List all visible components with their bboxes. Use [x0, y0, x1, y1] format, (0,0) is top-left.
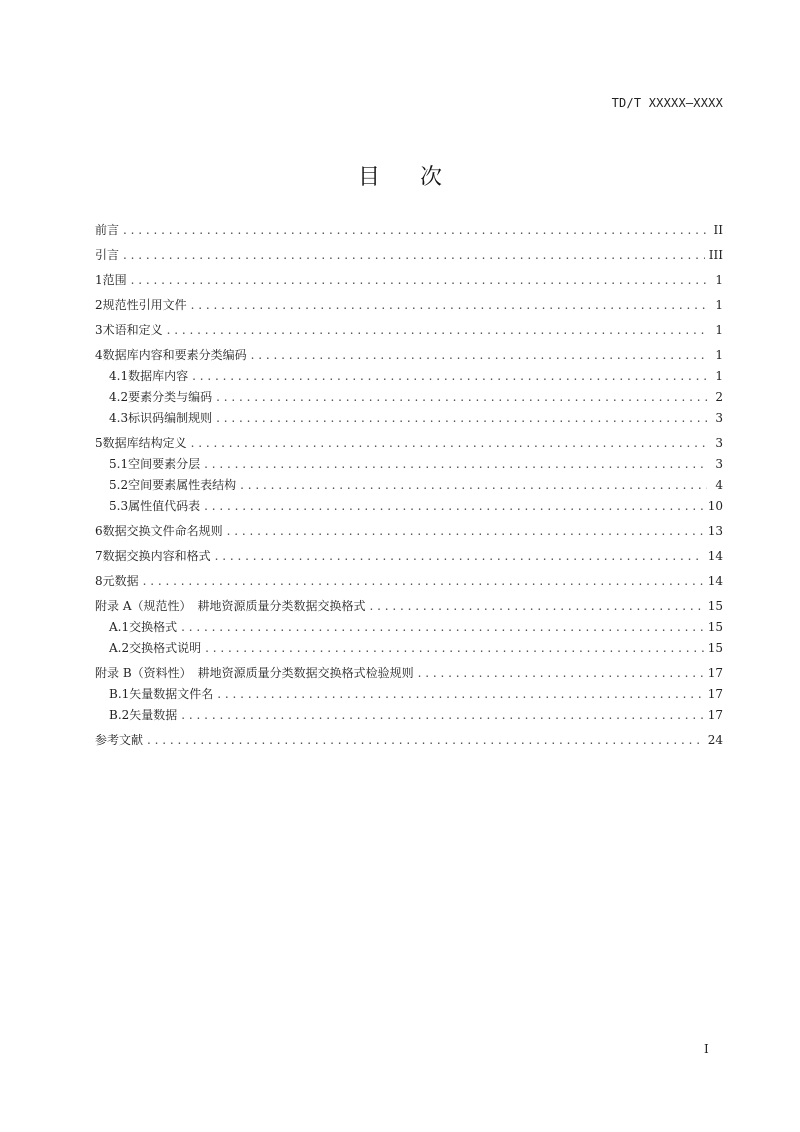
toc-entry-page: 15	[707, 641, 723, 655]
toc-entry-label: 范围	[102, 273, 127, 287]
toc-entry-label: 空间要素分层	[128, 457, 201, 471]
toc-entry[interactable]	[95, 705, 723, 726]
dot-leader	[167, 320, 707, 341]
dot-leader	[369, 596, 703, 617]
dot-leader	[123, 245, 705, 266]
toc-entry-page: 1	[715, 323, 723, 337]
toc-entry-label: 交换格式说明	[129, 641, 202, 655]
toc-entry-label: 参考文献	[95, 733, 144, 747]
toc-entry-page: 1	[715, 273, 723, 287]
toc-entry-number: A.2	[109, 641, 130, 655]
toc-entry[interactable]	[95, 496, 723, 517]
toc-entry[interactable]	[95, 387, 723, 408]
toc-entry[interactable]	[95, 220, 723, 241]
toc-entry-label: 交换格式	[129, 620, 178, 634]
toc-entry-label: 附录 B（资料性） 耕地资源质量分类数据交换格式检验规则	[95, 666, 414, 680]
toc-entry-label: 矢量数据文件名	[129, 687, 214, 701]
toc-entry-page: 4	[715, 478, 723, 492]
toc-entry[interactable]	[95, 366, 723, 387]
toc-entry[interactable]	[95, 433, 723, 454]
toc-entry-number: 5.2	[109, 478, 129, 492]
dot-leader	[204, 496, 704, 517]
dot-leader	[217, 684, 703, 705]
toc-entry-number: 5.3	[109, 499, 129, 513]
toc-entry[interactable]	[95, 571, 723, 592]
toc-entry-page: III	[708, 248, 723, 262]
dot-leader	[192, 366, 707, 387]
toc-entry[interactable]	[95, 684, 723, 705]
toc-entry-number: B.2	[109, 708, 130, 722]
toc-entry-label: 元数据	[102, 574, 139, 588]
toc-entry-label: 标识码编制规则	[128, 411, 213, 425]
toc-entry-label: 数据库内容	[128, 369, 189, 383]
toc-entry-label: 空间要素属性表结构	[128, 478, 237, 492]
toc-entry-page: 3	[715, 411, 723, 425]
dot-leader	[216, 408, 707, 429]
dot-leader	[191, 433, 707, 454]
toc-entry-label: 前言	[95, 223, 120, 237]
document-code: TD/T XXXXX—XXXX	[611, 96, 723, 110]
toc-entry-label: 数据库内容和要素分类编码	[102, 348, 247, 362]
toc-entry-page: 17	[707, 687, 723, 701]
toc-entry[interactable]	[95, 270, 723, 291]
toc-entry[interactable]	[95, 475, 723, 496]
dot-leader	[216, 387, 707, 408]
toc-entry-label: 引言	[95, 248, 120, 262]
toc-entry[interactable]	[95, 408, 723, 429]
toc-entry-page: 1	[715, 348, 723, 362]
toc-entry[interactable]	[95, 295, 723, 316]
toc-entry-number: 1	[95, 273, 103, 287]
toc-entry-page: 3	[715, 457, 723, 471]
toc-entry-page: 17	[707, 708, 723, 722]
toc-entry-page: 15	[707, 620, 723, 634]
toc-entry[interactable]	[95, 638, 723, 659]
toc-entry-page: 13	[707, 524, 723, 538]
page-title: 目次	[357, 165, 482, 190]
dot-leader	[181, 705, 703, 726]
toc-entry[interactable]	[95, 521, 723, 542]
toc-entry-label: 矢量数据	[129, 708, 178, 722]
dot-leader	[240, 475, 707, 496]
toc-entry-number: A.1	[109, 620, 130, 634]
toc-entry-page: 15	[707, 599, 723, 613]
footer-page-number: I	[704, 1042, 709, 1056]
toc-entry-number: 3	[95, 323, 103, 337]
toc-entry-page: 14	[707, 549, 723, 563]
toc-entry-number: 6	[95, 524, 103, 538]
toc-entry[interactable]	[95, 663, 723, 684]
toc-entry-label: 数据交换内容和格式	[102, 549, 211, 563]
toc-entry-page: II	[713, 223, 723, 237]
toc-entry-number: 5	[95, 436, 103, 450]
toc-entry[interactable]	[95, 245, 723, 266]
dot-leader	[227, 521, 704, 542]
toc-entry-number: 4.3	[109, 411, 129, 425]
toc-entry-label: 规范性引用文件	[102, 298, 187, 312]
toc-entry-page: 10	[707, 499, 723, 513]
toc-entry-page: 24	[707, 733, 723, 747]
toc-entry[interactable]	[95, 320, 723, 341]
toc-entry-label: 数据库结构定义	[102, 436, 187, 450]
toc-entry-label: 数据交换文件命名规则	[102, 524, 223, 538]
toc-entry[interactable]	[95, 546, 723, 567]
toc-entry-number: 8	[95, 574, 103, 588]
dot-leader	[191, 295, 707, 316]
toc-entry[interactable]	[95, 730, 723, 751]
toc-entry-number: 4.1	[109, 369, 129, 383]
dot-leader	[147, 730, 704, 751]
dot-leader	[205, 638, 704, 659]
toc-entry-label: 属性值代码表	[128, 499, 201, 513]
toc-entry[interactable]	[95, 596, 723, 617]
toc-entry-label: 要素分类与编码	[128, 390, 213, 404]
toc-entry-number: 2	[95, 298, 103, 312]
dot-leader	[251, 345, 707, 366]
toc-entry-number: 4.2	[109, 390, 129, 404]
dot-leader	[204, 454, 707, 475]
toc-entry[interactable]	[95, 345, 723, 366]
toc-entry[interactable]	[95, 617, 723, 638]
dot-leader	[215, 546, 704, 567]
toc-entry-page: 1	[715, 369, 723, 383]
toc-entry-number: 4	[95, 348, 103, 362]
dot-leader	[418, 663, 704, 684]
toc-entry-number: 7	[95, 549, 103, 563]
table-of-contents	[95, 220, 723, 751]
toc-entry-label: 术语和定义	[102, 323, 163, 337]
dot-leader	[123, 220, 707, 241]
dot-leader	[131, 270, 707, 291]
toc-entry-page: 17	[707, 666, 723, 680]
toc-entry-page: 14	[707, 574, 723, 588]
dot-leader	[143, 571, 704, 592]
toc-entry-number: B.1	[109, 687, 130, 701]
toc-entry-page: 2	[715, 390, 723, 404]
dot-leader	[181, 617, 704, 638]
toc-entry-number: 5.1	[109, 457, 129, 471]
toc-entry-page: 1	[715, 298, 723, 312]
toc-entry[interactable]	[95, 454, 723, 475]
toc-entry-page: 3	[715, 436, 723, 450]
toc-entry-label: 附录 A（规范性） 耕地资源质量分类数据交换格式	[95, 599, 366, 613]
